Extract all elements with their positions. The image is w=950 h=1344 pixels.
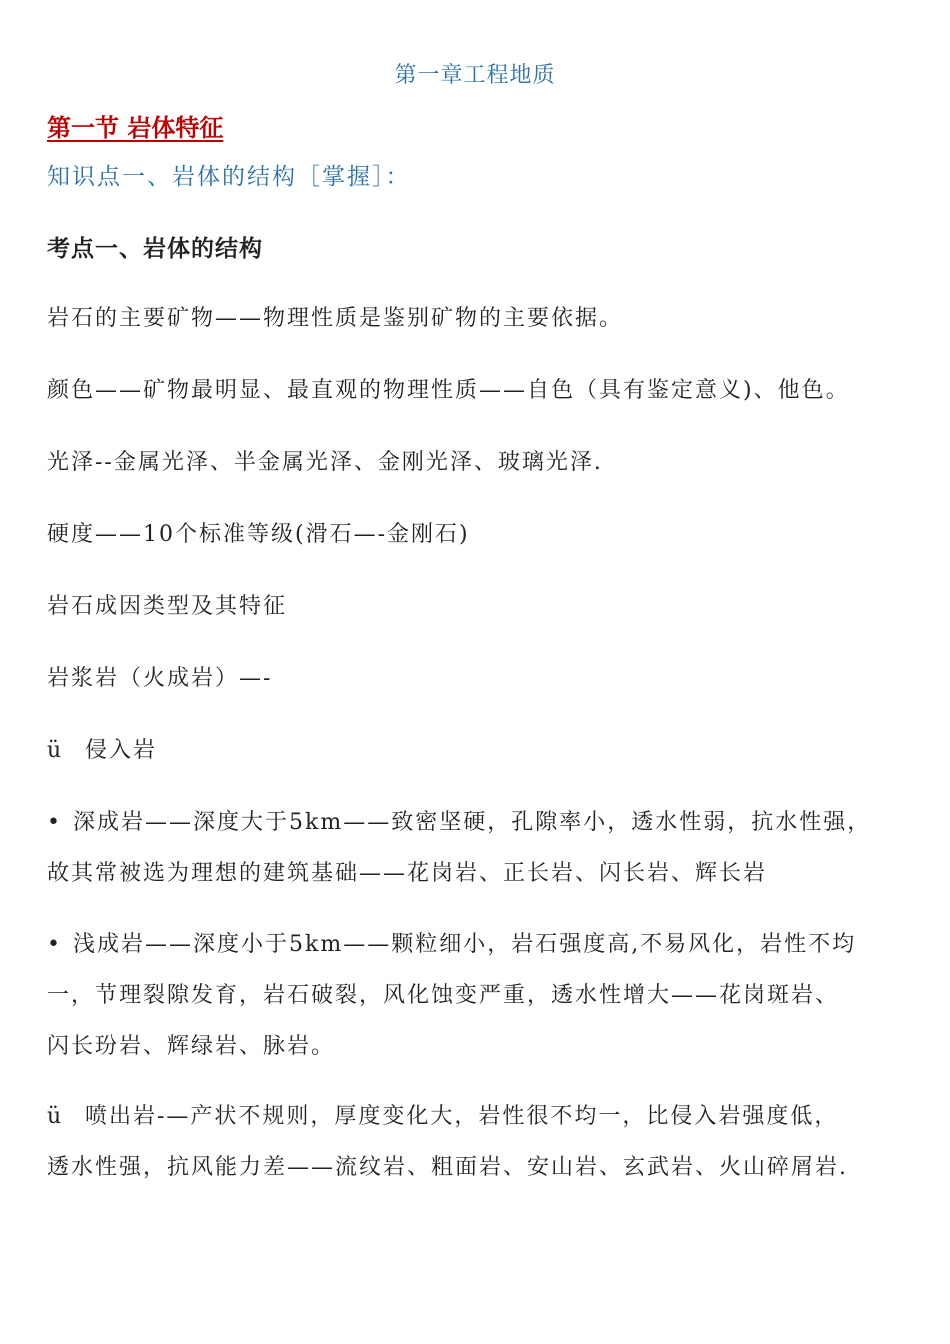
paragraph-text: 侵入岩: [85, 738, 158, 763]
dot-bullet-icon: •: [47, 810, 62, 835]
paragraph-magmatic: [47, 653, 907, 704]
paragraph-text: 硬度——10个标准等级(滑石—-金刚石): [47, 522, 470, 547]
paragraph-color: [47, 365, 907, 416]
paragraph-text: 透水性强，抗风能力差——流纹岩、粗面岩、安山岩、玄武岩、火山碎屑岩.: [47, 1155, 848, 1180]
check-bullet-icon: ü: [47, 738, 64, 763]
list-item-hypabyssal: [47, 919, 907, 1072]
list-item-plutonic: [47, 797, 907, 899]
paragraph-text: 浅成岩——深度小于5km——颗粒细小，岩石强度高,不易风化，岩性不均: [73, 932, 857, 957]
paragraph-text: 岩浆岩（火成岩）—-: [47, 666, 273, 691]
paragraph-text: 光泽--金属光泽、半金属光泽、金刚光泽、玻璃光泽.: [47, 450, 603, 475]
list-item-intrusive: [47, 725, 907, 776]
exam-point-heading: 考点一、岩体的结构: [47, 236, 263, 262]
check-bullet-icon: ü: [47, 1104, 64, 1129]
list-item-extrusive: [47, 1091, 907, 1193]
paragraph-text: 深成岩——深度大于5km——致密坚硬，孔隙率小，透水性弱，抗水性强，: [73, 810, 872, 835]
paragraph-minerals: [47, 293, 907, 344]
dot-bullet-icon: •: [47, 932, 62, 957]
paragraph-text: 一，节理裂隙发育，岩石破裂，风化蚀变严重，透水性增大——花岗斑岩、: [47, 983, 840, 1008]
paragraph-text: 故其常被选为理想的建筑基础——花岗岩、正长岩、闪长岩、辉长岩: [47, 861, 768, 886]
paragraph-hardness: [47, 509, 907, 560]
paragraph-text: 岩石的主要矿物——物理性质是鉴别矿物的主要依据。: [47, 306, 624, 331]
paragraph-text: 岩石成因类型及其特征: [47, 594, 288, 619]
knowledge-point-heading: 知识点一、岩体的结构［掌握］：: [47, 164, 411, 190]
paragraph-text: 闪长玢岩、辉绿岩、脉岩。: [47, 1034, 336, 1059]
paragraph-text: 喷出岩-—产状不规则，厚度变化大，岩性很不均一，比侵入岩强度低，: [85, 1104, 839, 1129]
chapter-title: 第一章工程地质: [394, 63, 556, 88]
paragraph-rock-types: [47, 581, 907, 632]
section-title: 第一节 岩体特征: [47, 114, 224, 142]
paragraph-luster: [47, 437, 907, 488]
paragraph-text: 颜色——矿物最明显、最直观的物理性质——自色（具有鉴定意义)、他色。: [47, 378, 850, 403]
